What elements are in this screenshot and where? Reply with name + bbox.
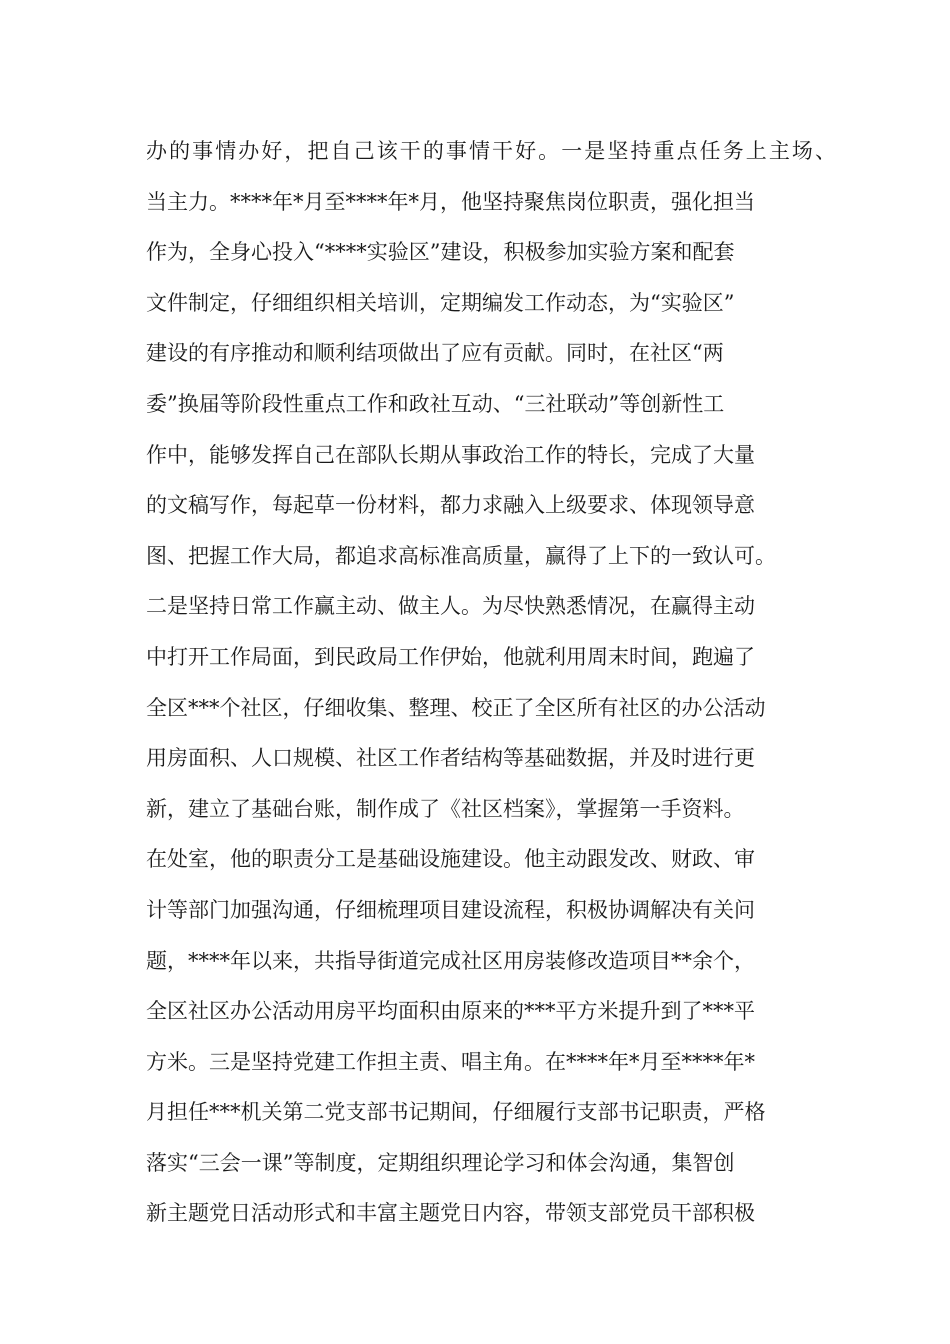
text-line: 落实“三会一课”等制度，定期组织理论学习和体会沟通，集智创: [146, 1150, 735, 1175]
text-line: 委”换届等阶段性重点工作和政社互动、“三社联动”等创新性工: [146, 391, 725, 416]
text-line: 二是坚持日常工作赢主动、做主人。为尽快熟悉情况，在赢得主动: [146, 594, 755, 619]
text-line: 文件制定，仔细组织相关培训，定期编发工作动态，为“实验区”: [146, 290, 735, 315]
text-line: 办的事情办好，把自己该干的事情干好。一是坚持重点任务上主场、: [146, 139, 836, 163]
text-line: 作为，全身心投入“****实验区”建设，积极参加实验方案和配套: [146, 240, 735, 265]
text-line: 月担任***机关第二党支部书记期间，仔细履行支部书记职责，严格: [146, 1100, 766, 1125]
text-line: 当主力。****年*月至****年*月，他坚持聚焦岗位职责，强化担当: [146, 189, 755, 214]
text-line: 在处室，他的职责分工是基础设施建设。他主动跟发改、财政、审: [146, 847, 755, 872]
text-line: 的文稿写作，每起草一份材料，都力求融入上级要求、体现领导意: [146, 493, 755, 518]
text-line: 全区***个社区，仔细收集、整理、校正了全区所有社区的办公活动: [146, 695, 766, 720]
text-line: 方米。三是坚持党建工作担主责、唱主角。在****年*月至****年*: [146, 1049, 755, 1074]
text-line: 中打开工作局面，到民政局工作伊始，他就利用周末时间，跑遍了: [146, 644, 755, 669]
text-line: 建设的有序推动和顺利结项做出了应有贡献。同时，在社区“两: [146, 341, 724, 366]
text-line: 新主题党日活动形式和丰富主题党日内容，带领支部党员干部积极: [146, 1201, 755, 1226]
text-line: 图、把握工作大局，都追求高标准高质量，赢得了上下的一致认可。: [146, 543, 776, 568]
text-line: 新，建立了基础台账，制作成了《社区档案》，掌握第一手资料。: [146, 796, 745, 821]
text-line: 计等部门加强沟通，仔细梳理项目建设流程，积极协调解决有关问: [146, 897, 755, 922]
body-text: [146, 126, 836, 1239]
text-line: 作中，能够发挥自己在部队长期从事政治工作的特长，完成了大量: [146, 442, 755, 467]
text-line: 用房面积、人口规模、社区工作者结构等基础数据，并及时进行更: [146, 746, 755, 771]
text-line: 题，****年以来，共指导街道完成社区用房装修改造项目**余个，: [146, 948, 755, 973]
text-line: 全区社区办公活动用房平均面积由原来的***平方米提升到了***平: [146, 999, 755, 1024]
